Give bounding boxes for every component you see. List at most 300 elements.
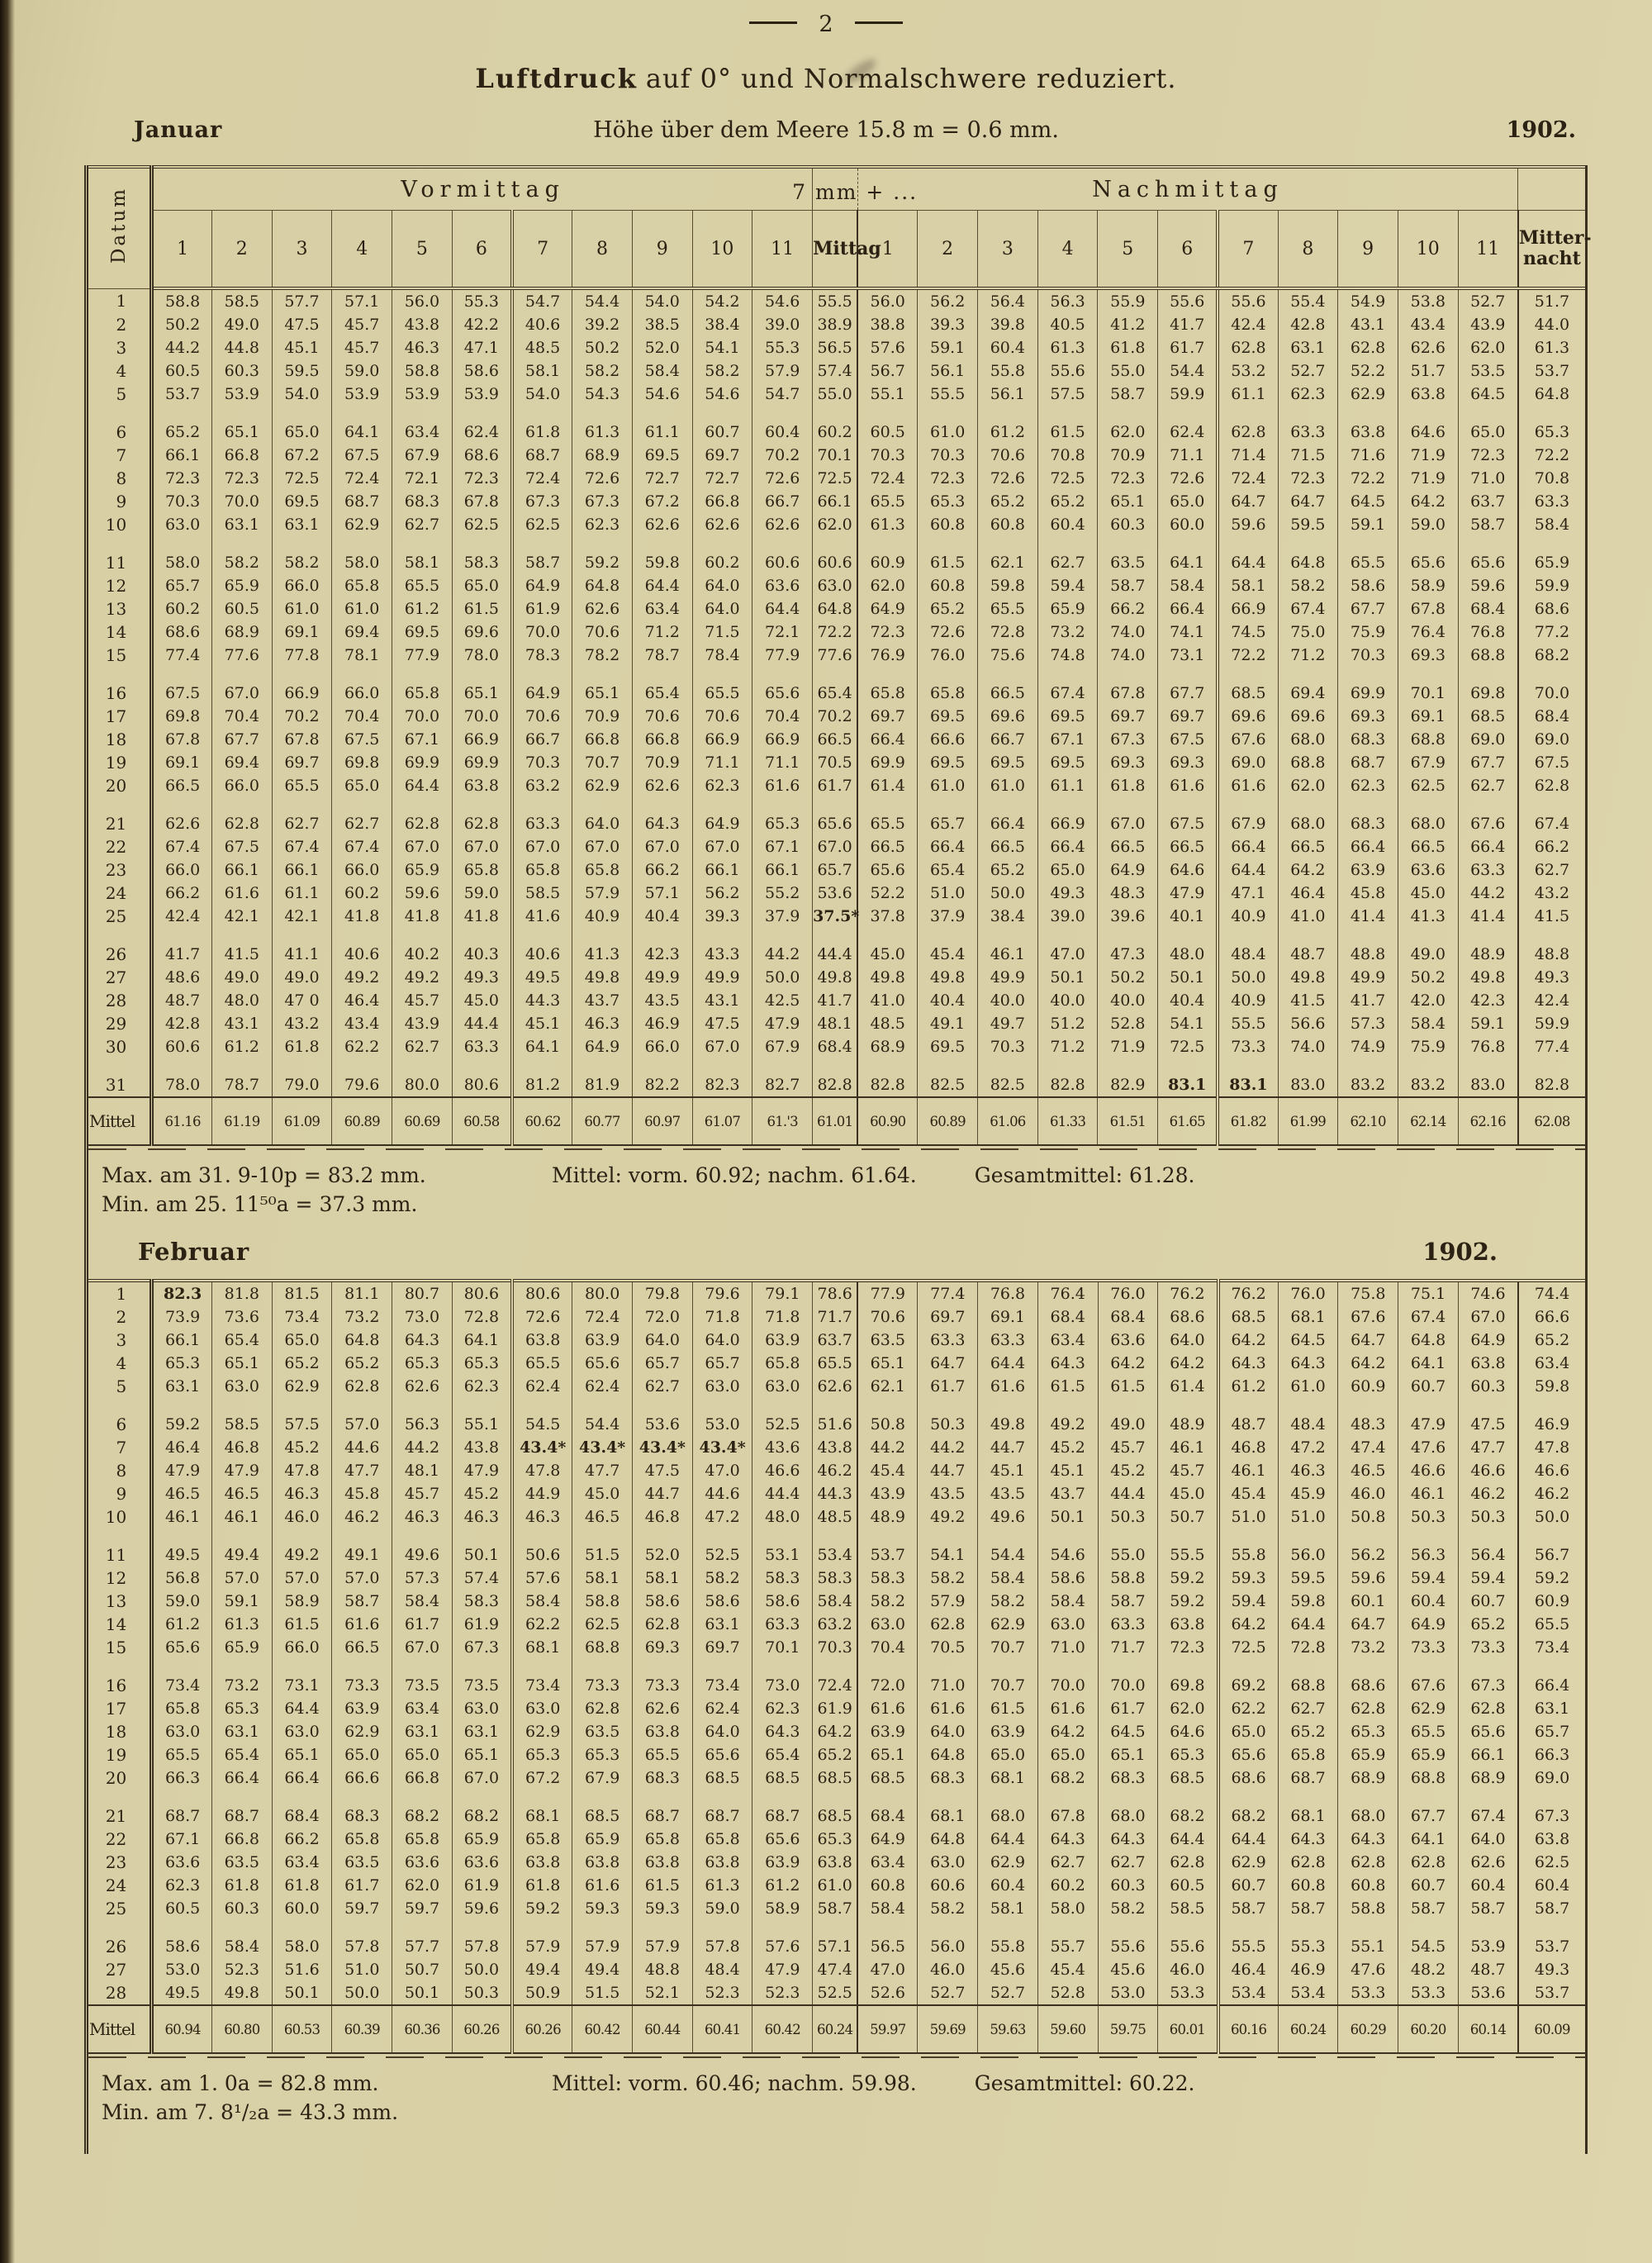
value-cell: 66.6 (332, 1766, 392, 1790)
value-cell: 65.8 (152, 1697, 212, 1720)
value-cell: 64.0 (1158, 1329, 1218, 1352)
value-cell: 65.2 (1458, 1613, 1518, 1636)
table-row (88, 444, 1585, 467)
value-cell: 65.8 (1278, 1743, 1338, 1766)
value-cell: 67.5 (152, 667, 212, 705)
value-cell: 54.4 (1158, 359, 1218, 383)
value-cell: 45.7 (332, 313, 392, 336)
day-cell: 7 (116, 1438, 127, 1457)
value-cell: 66.4 (1158, 597, 1218, 620)
mittel-cell: 60.29 (1338, 2005, 1398, 2053)
value-cell: 48.8 (1518, 928, 1585, 966)
value-cell: 61.3 (857, 513, 918, 536)
value-cell: 62.8 (1278, 1851, 1338, 1874)
mittel-cell: 60.24 (1278, 2005, 1338, 2053)
value-cell: 65.5 (512, 1352, 572, 1375)
value-cell: 76.8 (1458, 1035, 1518, 1058)
value-cell: 66.1 (272, 858, 332, 882)
value-cell: 73.3 (1458, 1636, 1518, 1659)
value-cell: 65.9 (1037, 597, 1098, 620)
value-cell: 58.4 (1037, 1590, 1098, 1613)
value-cell: 65.8 (752, 1352, 813, 1375)
value-cell: 65.0 (1218, 1720, 1279, 1743)
value-cell: 60.1 (1338, 1590, 1398, 1613)
value-cell: 61.9 (452, 1613, 512, 1636)
mittel-cell: 60.36 (392, 2005, 453, 2053)
value-cell: 52.2 (857, 882, 918, 905)
mittel-cell: 60.42 (752, 2005, 813, 2053)
value-cell: 61.6 (332, 1613, 392, 1636)
value-cell: 61.5 (272, 1613, 332, 1636)
value-cell: 46.6 (752, 1459, 813, 1482)
value-cell: 64.8 (918, 1828, 978, 1851)
value-cell: 61.3 (1518, 336, 1585, 359)
value-cell: 46.1 (978, 928, 1038, 966)
value-cell: 60.5 (857, 406, 918, 444)
value-cell: 65.1 (1098, 1743, 1158, 1766)
value-cell: 63.1 (1518, 1697, 1585, 1720)
value-cell: 64.7 (918, 1352, 978, 1375)
value-cell: 43.4* (512, 1436, 572, 1459)
table-row (88, 928, 1585, 966)
mittel-cell: 59.97 (857, 2005, 918, 2053)
value-cell: 67.1 (152, 1828, 212, 1851)
value-cell: 68.8 (1278, 751, 1338, 774)
value-cell: 67.5 (1518, 751, 1585, 774)
value-cell: 52.2 (1338, 359, 1398, 383)
value-cell: 69.5 (632, 444, 692, 467)
value-cell: 47.9 (452, 1459, 512, 1482)
value-cell: 72.7 (692, 467, 752, 490)
page-binding-shadow (0, 0, 15, 2263)
value-cell: 50.1 (1037, 966, 1098, 989)
value-cell: 66.2 (272, 1828, 332, 1851)
value-cell: 77.8 (272, 644, 332, 667)
value-cell: 65.4 (211, 1329, 272, 1352)
value-cell: 71.1 (692, 751, 752, 774)
value-cell: 58.2 (692, 1567, 752, 1590)
table-row (88, 513, 1585, 536)
value-cell: 68.5 (1158, 1766, 1218, 1790)
day-cell: 18 (105, 1722, 127, 1742)
value-cell: 72.3 (918, 467, 978, 490)
value-cell: 64.9 (572, 1035, 633, 1058)
value-cell: 46.1 (211, 1505, 272, 1528)
value-cell: 67.7 (1338, 597, 1398, 620)
value-cell: 61.4 (1158, 1375, 1218, 1398)
value-cell: 69.5 (392, 620, 453, 644)
value-cell: 63.8 (512, 1851, 572, 1874)
value-cell: 69.3 (1158, 751, 1218, 774)
value-cell: 46.6 (1398, 1459, 1459, 1482)
value-cell: 67.7 (1398, 1790, 1459, 1828)
value-cell: 61.9 (813, 1697, 858, 1720)
value-cell: 68.0 (978, 1790, 1038, 1828)
value-cell: 70.4 (857, 1636, 918, 1659)
value-cell: 46.2 (332, 1505, 392, 1528)
value-cell: 45.8 (1338, 882, 1398, 905)
value-cell: 63.4 (1518, 1352, 1585, 1375)
mittel-row (88, 1097, 1585, 1145)
value-cell: 40.4 (632, 905, 692, 928)
value-cell: 63.0 (918, 1851, 978, 1874)
value-cell: 40.2 (392, 928, 453, 966)
value-cell: 57.0 (332, 1398, 392, 1436)
value-cell: 65.4 (813, 667, 858, 705)
value-cell: 76.8 (978, 1281, 1038, 1305)
value-cell: 58.6 (1037, 1567, 1098, 1590)
value-cell: 82.5 (918, 1058, 978, 1097)
value-cell: 61.5 (1037, 406, 1098, 444)
value-cell: 52.5 (813, 1981, 858, 2005)
value-cell: 65.3 (1338, 1720, 1398, 1743)
value-cell: 54.1 (918, 1528, 978, 1567)
value-cell: 58.4 (512, 1590, 572, 1613)
value-cell: 65.3 (452, 1352, 512, 1375)
value-cell: 60.8 (857, 1874, 918, 1897)
value-cell: 68.9 (1338, 1766, 1398, 1790)
value-cell: 70.3 (1338, 644, 1398, 667)
value-cell: 68.6 (1158, 1305, 1218, 1329)
value-cell: 76.0 (1098, 1281, 1158, 1305)
value-cell: 64.3 (1278, 1352, 1338, 1375)
column-header-hour: 10 (1398, 211, 1458, 289)
value-cell: 69.0 (1458, 728, 1518, 751)
value-cell: 62.5 (452, 513, 512, 536)
value-cell: 62.6 (632, 513, 692, 536)
value-cell: 70.0 (452, 705, 512, 728)
value-cell: 63.6 (392, 1851, 453, 1874)
value-cell: 62.0 (1458, 336, 1518, 359)
day-cell: 2 (116, 1307, 127, 1327)
page-number: 2 (819, 12, 833, 37)
value-cell: 82.9 (1098, 1058, 1158, 1097)
value-cell: 64.2 (1338, 1352, 1398, 1375)
value-cell: 66.4 (1218, 835, 1278, 858)
day-cell: 21 (105, 814, 127, 834)
value-cell: 61.5 (978, 1697, 1038, 1720)
value-cell: 67.4 (1458, 1790, 1518, 1828)
value-cell: 58.7 (1458, 513, 1518, 536)
value-cell: 66.2 (632, 858, 692, 882)
value-cell: 70.5 (813, 751, 858, 774)
value-cell: 63.8 (813, 1851, 858, 1874)
table-row (88, 313, 1585, 336)
value-cell: 60.4 (1398, 1590, 1459, 1613)
value-cell: 71.2 (1037, 1035, 1098, 1058)
table-row (88, 1851, 1585, 1874)
mittel-cell: 61.'3 (752, 1097, 813, 1145)
day-cell: 14 (105, 622, 127, 642)
value-cell: 62.6 (1458, 1851, 1518, 1874)
day-cell: 12 (105, 1568, 127, 1588)
table-row (88, 383, 1585, 406)
value-cell: 50.3 (452, 1981, 512, 2005)
value-cell: 67.6 (1338, 1305, 1398, 1329)
value-cell: 64.1 (1398, 1828, 1459, 1851)
table-row (88, 1790, 1585, 1828)
value-cell: 54.9 (1338, 288, 1398, 313)
value-cell: 43.7 (1037, 1482, 1098, 1505)
value-cell: 65.6 (813, 797, 858, 835)
value-cell: 60.6 (152, 1035, 212, 1058)
value-cell: 76.8 (1458, 620, 1518, 644)
value-cell: 46.8 (211, 1436, 272, 1459)
value-cell: 64.1 (1398, 1352, 1459, 1375)
value-cell: 66.8 (211, 444, 272, 467)
value-cell: 80.7 (392, 1281, 453, 1305)
value-cell: 47.4 (813, 1958, 858, 1981)
value-cell: 66.1 (152, 1329, 212, 1352)
value-cell: 53.9 (452, 383, 512, 406)
value-cell: 66.5 (332, 1636, 392, 1659)
value-cell: 65.9 (392, 858, 453, 882)
table-row (88, 1874, 1585, 1897)
value-cell: 63.3 (1278, 406, 1338, 444)
value-cell: 65.2 (978, 490, 1038, 513)
value-cell: 69.6 (452, 620, 512, 644)
value-cell: 43.4* (692, 1436, 752, 1459)
value-cell: 66.9 (272, 667, 332, 705)
value-cell: 63.5 (857, 1329, 918, 1352)
value-cell: 68.0 (1278, 797, 1338, 835)
value-cell: 65.3 (152, 1352, 212, 1375)
value-cell: 53.7 (1518, 359, 1585, 383)
value-cell: 68.2 (392, 1790, 453, 1828)
value-cell: 65.6 (1398, 536, 1458, 574)
table-row (88, 1613, 1585, 1636)
value-cell: 60.9 (1518, 1590, 1585, 1613)
table-row (88, 1375, 1585, 1398)
value-cell: 59.4 (1037, 574, 1098, 597)
value-cell: 68.3 (1098, 1766, 1158, 1790)
value-cell: 65.2 (978, 858, 1038, 882)
value-cell: 49.6 (978, 1505, 1038, 1528)
value-cell: 59.0 (332, 359, 392, 383)
value-cell: 62.8 (1338, 1851, 1398, 1874)
value-cell: 45.1 (272, 336, 332, 359)
value-cell: 61.6 (572, 1874, 633, 1897)
value-cell: 67.5 (1158, 728, 1218, 751)
value-cell: 69.6 (1278, 705, 1338, 728)
value-cell: 63.8 (452, 774, 512, 797)
value-cell: 65.8 (692, 1828, 752, 1851)
value-cell: 63.9 (752, 1851, 813, 1874)
value-cell: 70.0 (512, 620, 572, 644)
mittel-cell: 59.60 (1037, 2005, 1098, 2053)
value-cell: 49.8 (1278, 966, 1338, 989)
column-header-hour: 8 (572, 211, 633, 289)
table-row (88, 644, 1585, 667)
mittel-cell: 61.07 (692, 1097, 752, 1145)
value-cell: 41.7 (152, 928, 212, 966)
value-cell: 65.2 (1037, 490, 1098, 513)
value-cell: 67.9 (1218, 797, 1278, 835)
datum-label: Datum (108, 187, 131, 264)
value-cell: 69.0 (1218, 751, 1278, 774)
value-cell: 59.4 (1218, 1590, 1279, 1613)
table-row (88, 597, 1585, 620)
value-cell: 65.5 (1338, 536, 1398, 574)
value-cell: 61.0 (918, 774, 978, 797)
value-cell: 57.7 (272, 288, 332, 313)
value-cell: 61.7 (332, 1874, 392, 1897)
value-cell: 66.5 (1098, 835, 1158, 858)
value-cell: 63.3 (752, 1613, 813, 1636)
value-cell: 57.3 (1338, 1012, 1398, 1035)
value-cell: 55.8 (1218, 1528, 1279, 1567)
value-cell: 48.3 (1098, 882, 1158, 905)
value-cell: 55.1 (857, 383, 918, 406)
value-cell: 82.5 (978, 1058, 1038, 1097)
value-cell: 70.0 (1098, 1659, 1158, 1697)
value-cell: 58.2 (1098, 1897, 1158, 1920)
value-cell: 74.9 (1338, 1035, 1398, 1058)
value-cell: 72.6 (572, 467, 633, 490)
value-cell: 65.7 (1518, 1720, 1585, 1743)
value-cell: 46.0 (1338, 1482, 1398, 1505)
value-cell: 75.9 (1338, 620, 1398, 644)
value-cell: 56.3 (1037, 288, 1098, 313)
value-cell: 38.8 (857, 313, 918, 336)
value-cell: 61.6 (211, 882, 272, 905)
value-cell: 66.4 (918, 835, 978, 858)
value-cell: 46.6 (1518, 1459, 1585, 1482)
value-cell: 41.3 (572, 928, 633, 966)
value-cell: 47.8 (1518, 1436, 1585, 1459)
value-cell: 62.4 (452, 406, 512, 444)
value-cell: 65.3 (752, 797, 813, 835)
value-cell: 58.4 (857, 1897, 918, 1920)
value-cell: 65.1 (272, 1743, 332, 1766)
value-cell: 40.0 (1098, 989, 1158, 1012)
mittel-cell: 61.82 (1218, 1097, 1278, 1145)
value-cell: 51.7 (1398, 359, 1458, 383)
value-cell: 53.3 (1338, 1981, 1398, 2005)
value-cell: 44.2 (857, 1436, 918, 1459)
value-cell: 72.3 (1458, 444, 1518, 467)
value-cell: 58.5 (512, 882, 572, 905)
value-cell: 70.7 (978, 1659, 1038, 1697)
value-cell: 63.0 (813, 574, 858, 597)
value-cell: 39.3 (692, 905, 752, 928)
value-cell: 60.4 (752, 406, 813, 444)
value-cell: 81.8 (211, 1281, 272, 1305)
value-cell: 49.8 (572, 966, 633, 989)
table-row (88, 1436, 1585, 1459)
value-cell: 63.3 (1458, 858, 1518, 882)
value-cell: 52.0 (632, 336, 692, 359)
value-cell: 62.1 (857, 1375, 918, 1398)
column-header-hour: 3 (272, 211, 332, 289)
value-cell: 55.6 (1098, 1920, 1158, 1958)
value-cell: 52.0 (633, 1528, 693, 1567)
value-cell: 65.6 (1458, 1720, 1518, 1743)
value-cell: 64.3 (1278, 1828, 1338, 1851)
value-cell: 67.0 (452, 835, 512, 858)
value-cell: 68.7 (1278, 1766, 1338, 1790)
table-row (88, 620, 1585, 644)
table-row (88, 490, 1585, 513)
mittel-cell: 60.90 (857, 1097, 918, 1145)
value-cell: 70.9 (1098, 444, 1158, 467)
value-cell: 71.5 (692, 620, 752, 644)
value-cell: 64.0 (692, 1329, 752, 1352)
value-cell: 65.0 (1158, 490, 1218, 513)
value-cell: 60.8 (978, 513, 1038, 536)
value-cell: 41.8 (392, 905, 453, 928)
value-cell: 47.9 (1158, 882, 1218, 905)
value-cell: 50.1 (272, 1981, 332, 2005)
value-cell: 54.0 (272, 383, 332, 406)
value-cell: 59.9 (1158, 383, 1218, 406)
value-cell: 67.3 (1518, 1790, 1585, 1828)
value-cell: 41.7 (813, 989, 858, 1012)
value-cell: 62.9 (332, 1720, 392, 1743)
value-cell: 67.9 (392, 444, 453, 467)
value-cell: 59.2 (512, 1897, 572, 1920)
value-cell: 45.0 (1398, 882, 1458, 905)
value-cell: 66.6 (918, 728, 978, 751)
value-cell: 48.0 (752, 1505, 813, 1528)
value-cell: 70.0 (211, 490, 272, 513)
value-cell: 49.8 (918, 966, 978, 989)
value-cell: 64.8 (813, 597, 858, 620)
value-cell: 73.6 (211, 1305, 272, 1329)
value-cell: 62.3 (752, 1697, 813, 1720)
value-cell: 46.2 (1458, 1482, 1518, 1505)
value-cell: 47.5 (1458, 1398, 1518, 1436)
value-cell: 62.8 (918, 1613, 978, 1636)
value-cell: 76.4 (1398, 620, 1458, 644)
value-cell: 58.8 (1098, 1567, 1158, 1590)
value-cell: 59.2 (1158, 1590, 1218, 1613)
value-cell: 46.1 (1398, 1482, 1459, 1505)
value-cell: 58.2 (272, 536, 332, 574)
value-cell: 70.6 (632, 705, 692, 728)
value-cell: 57.6 (857, 336, 918, 359)
value-cell: 58.1 (572, 1567, 633, 1590)
value-cell: 69.3 (1338, 705, 1398, 728)
value-cell: 65.0 (452, 574, 512, 597)
value-cell: 68.7 (633, 1790, 693, 1828)
value-cell: 54.6 (632, 383, 692, 406)
value-cell: 72.4 (332, 467, 392, 490)
value-cell: 51.0 (332, 1958, 392, 1981)
value-cell: 63.4 (392, 1697, 453, 1720)
value-cell: 82.8 (1518, 1058, 1585, 1097)
value-cell: 68.2 (1518, 644, 1585, 667)
value-cell: 62.8 (211, 797, 272, 835)
value-cell: 44.7 (978, 1436, 1038, 1459)
value-cell: 67.8 (152, 728, 212, 751)
value-cell: 44.2 (1458, 882, 1518, 905)
februar-max-note: Max. am 1. 0a = 82.8 mm. (102, 2071, 379, 2095)
value-cell: 59.8 (632, 536, 692, 574)
value-cell: 41.6 (512, 905, 572, 928)
value-cell: 83.2 (1398, 1058, 1458, 1097)
value-cell: 60.5 (152, 1897, 212, 1920)
value-cell: 58.0 (332, 536, 392, 574)
value-cell: 65.6 (692, 1743, 752, 1766)
value-cell: 73.1 (1158, 644, 1218, 667)
value-cell: 64.4 (1218, 1828, 1279, 1851)
value-cell: 41.5 (1518, 905, 1585, 928)
value-cell: 55.6 (1218, 288, 1278, 313)
value-cell: 79.1 (752, 1281, 813, 1305)
value-cell: 44.7 (918, 1459, 978, 1482)
day-cell: 27 (105, 967, 127, 987)
